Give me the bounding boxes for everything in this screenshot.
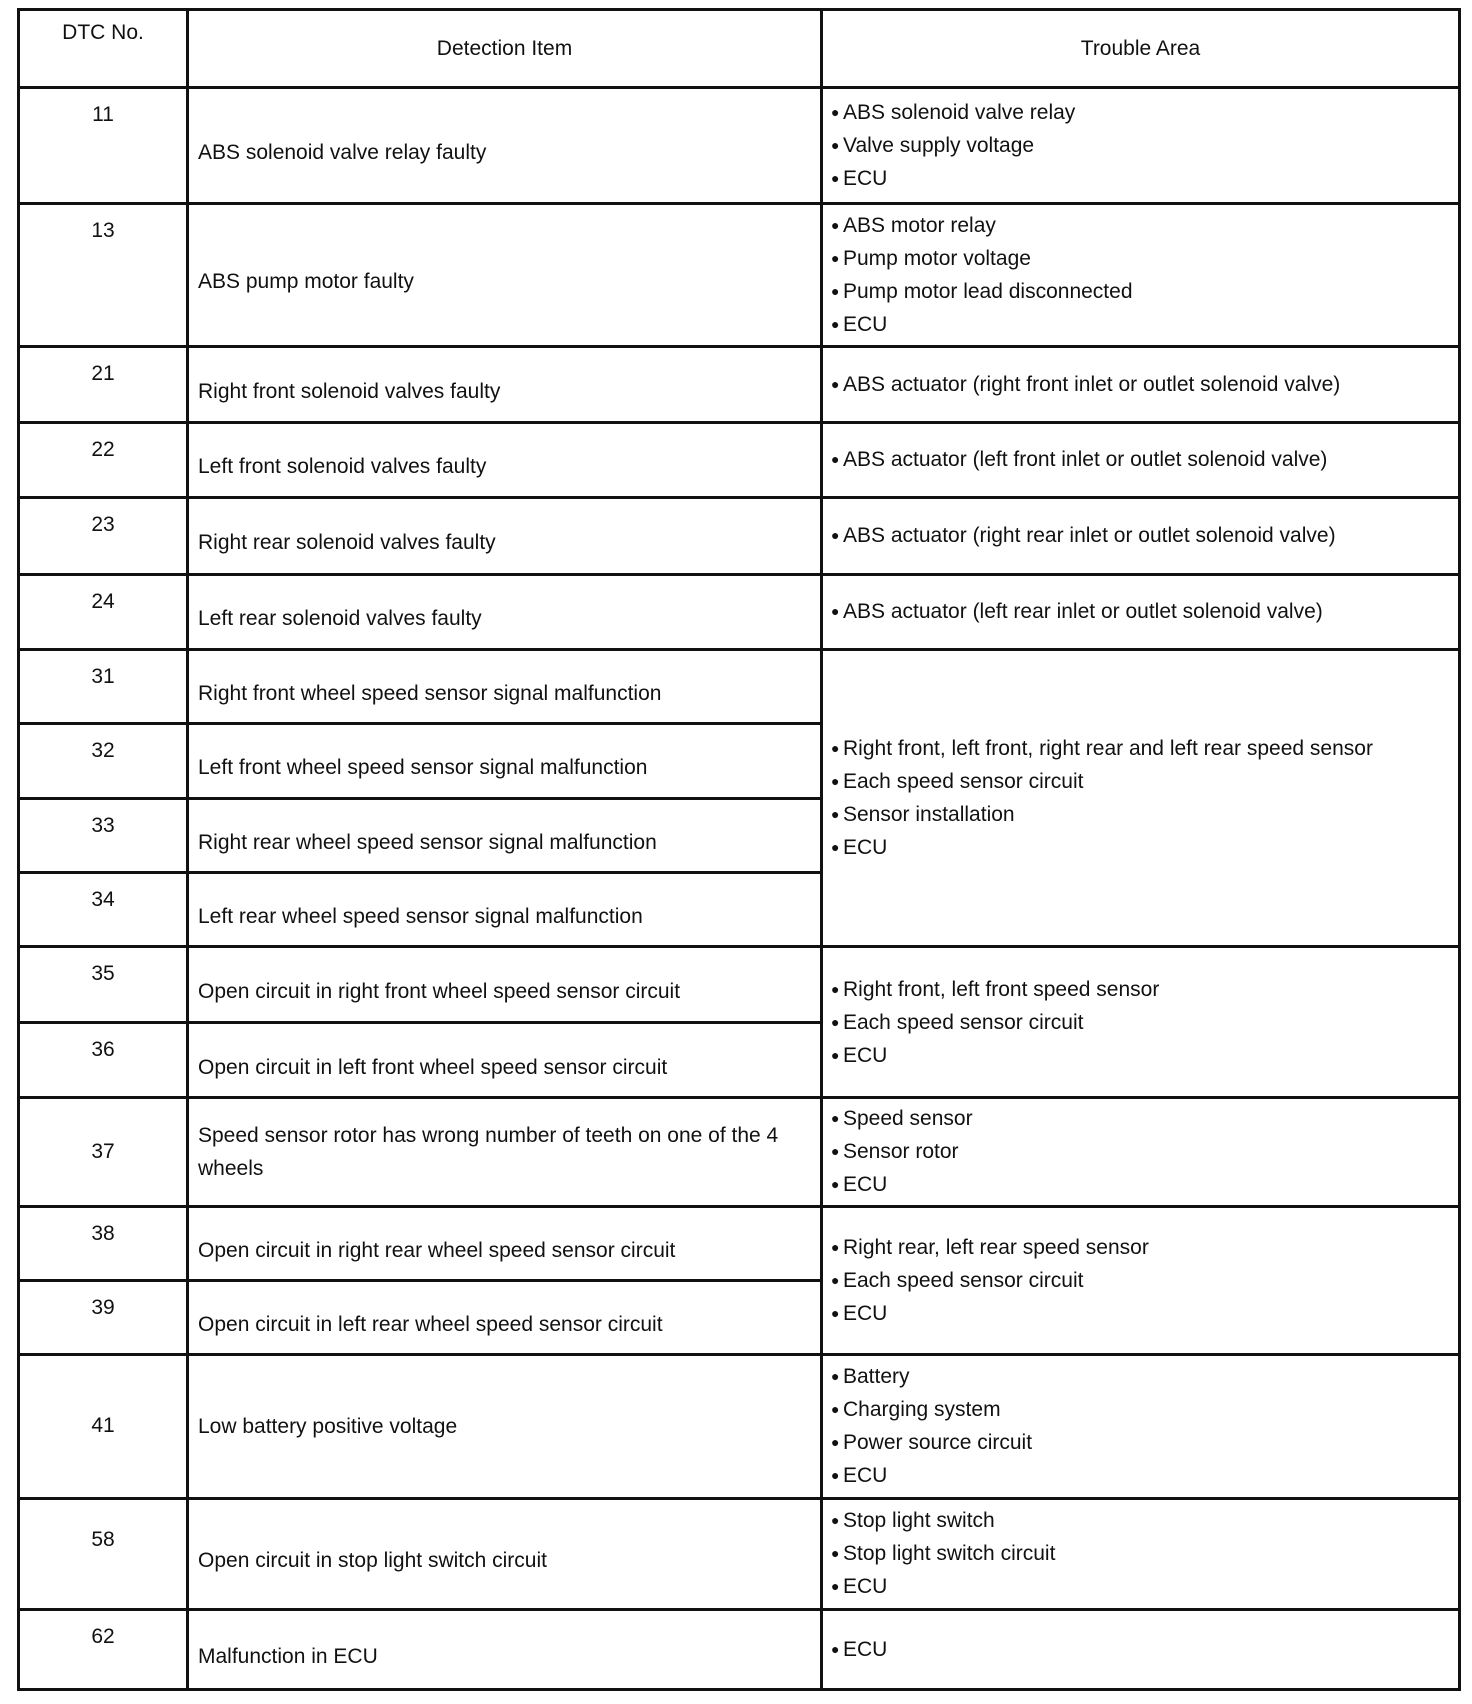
- trouble-item: ● ECU: [831, 1459, 1452, 1492]
- dtc-number: 11: [19, 88, 188, 204]
- bullet-icon: ●: [831, 839, 840, 856]
- trouble-item: ● ECU: [831, 1168, 1452, 1201]
- header-dtc-no: DTC No.: [19, 10, 188, 88]
- dtc-number: 36: [19, 1022, 188, 1097]
- bullet-icon: ●: [831, 1238, 840, 1255]
- table-row: [19, 1355, 1460, 1498]
- trouble-item: ● Stop light switch: [831, 1504, 1452, 1537]
- detection-item: Speed sensor rotor has wrong number of teeth on one of the 4 wheels: [188, 1098, 822, 1206]
- detection-item: ABS solenoid valve relay faulty: [188, 88, 822, 204]
- trouble-list: [831, 973, 1452, 1072]
- bullet-icon: ●: [831, 1013, 840, 1030]
- dtc-number: 37: [19, 1098, 188, 1206]
- bullet-icon: ●: [831, 136, 840, 153]
- dtc-number: 39: [19, 1280, 188, 1354]
- bullet-icon: ●: [831, 527, 840, 544]
- trouble-list: [831, 1360, 1452, 1492]
- trouble-item: ● ECU: [831, 1570, 1452, 1603]
- dtc-number: 31: [19, 649, 188, 723]
- trouble-area: [822, 649, 1460, 946]
- detection-item: Left rear solenoid valves faulty: [188, 574, 822, 649]
- trouble-item: ● Each speed sensor circuit: [831, 765, 1452, 798]
- bullet-icon: ●: [831, 1434, 840, 1451]
- table-row: [19, 1610, 1460, 1690]
- trouble-list: [831, 96, 1452, 195]
- dtc-number: 38: [19, 1206, 188, 1280]
- detection-item: Malfunction in ECU: [188, 1610, 822, 1690]
- bullet-icon: ●: [831, 773, 840, 790]
- trouble-item: ● Each speed sensor circuit: [831, 1006, 1452, 1039]
- trouble-item: ● ECU: [831, 1297, 1452, 1330]
- trouble-area: [822, 347, 1460, 422]
- trouble-item: ● Power source circuit: [831, 1426, 1452, 1459]
- table-row: [19, 422, 1460, 497]
- trouble-list: [831, 732, 1452, 864]
- bullet-icon: ●: [831, 980, 840, 997]
- trouble-area: [822, 422, 1460, 497]
- bullet-icon: ●: [831, 169, 840, 186]
- detection-item: Left front wheel speed sensor signal malfunction: [188, 724, 822, 798]
- trouble-list: [831, 443, 1452, 476]
- trouble-item: ● Sensor installation: [831, 798, 1452, 831]
- bullet-icon: ●: [831, 375, 840, 392]
- trouble-item: ● ABS solenoid valve relay: [831, 96, 1452, 129]
- trouble-area: [822, 1610, 1460, 1690]
- trouble-area: [822, 203, 1460, 346]
- trouble-list: [831, 209, 1452, 341]
- trouble-area: [822, 1355, 1460, 1498]
- trouble-item: ● ABS actuator (right front inlet or outlet solenoid valve): [831, 368, 1452, 401]
- bullet-icon: ●: [831, 1545, 840, 1562]
- table-row: [19, 1498, 1460, 1610]
- trouble-item: ● Sensor rotor: [831, 1135, 1452, 1168]
- trouble-item: ● Right front, left front, right rear and left rear speed sensor: [831, 732, 1452, 765]
- detection-item: ABS pump motor faulty: [188, 203, 822, 346]
- table-row: [19, 88, 1460, 204]
- trouble-item: ● ECU: [831, 1633, 1452, 1666]
- trouble-list: [831, 519, 1452, 552]
- detection-item: Right rear solenoid valves faulty: [188, 498, 822, 574]
- table-row: [19, 574, 1460, 649]
- trouble-item: ● ECU: [831, 308, 1452, 341]
- dtc-number: 24: [19, 574, 188, 649]
- dtc-table: [17, 8, 1461, 1691]
- dtc-number: 21: [19, 347, 188, 422]
- trouble-item: ● Pump motor voltage: [831, 242, 1452, 275]
- trouble-item: ● ECU: [831, 831, 1452, 864]
- trouble-list: [831, 1231, 1452, 1330]
- trouble-area: [822, 1498, 1460, 1610]
- trouble-item: ● ECU: [831, 1039, 1452, 1072]
- trouble-list: [831, 595, 1452, 628]
- bullet-icon: ●: [831, 282, 840, 299]
- bullet-icon: ●: [831, 1176, 840, 1193]
- trouble-item: ● Right front, left front speed sensor: [831, 973, 1452, 1006]
- trouble-item: ● ECU: [831, 162, 1452, 195]
- trouble-area: [822, 947, 1460, 1098]
- trouble-item: ● ABS actuator (left front inlet or outlet solenoid valve): [831, 443, 1452, 476]
- detection-item: Open circuit in right rear wheel speed sensor circuit: [188, 1206, 822, 1280]
- table-row: [19, 947, 1460, 1022]
- trouble-item: ● Speed sensor: [831, 1102, 1452, 1135]
- detection-item: Open circuit in stop light switch circuit: [188, 1498, 822, 1610]
- trouble-list: [831, 1633, 1452, 1666]
- trouble-list: [831, 368, 1452, 401]
- trouble-list: [831, 1102, 1452, 1201]
- bullet-icon: ●: [831, 1046, 840, 1063]
- bullet-icon: ●: [831, 1271, 840, 1288]
- table-row: [19, 203, 1460, 346]
- detection-item: Open circuit in left front wheel speed sensor circuit: [188, 1022, 822, 1097]
- trouble-item: ● Pump motor lead disconnected: [831, 275, 1452, 308]
- detection-item: Low battery positive voltage: [188, 1355, 822, 1498]
- trouble-item: ● Stop light switch circuit: [831, 1537, 1452, 1570]
- bullet-icon: ●: [831, 451, 840, 468]
- dtc-number: 41: [19, 1355, 188, 1498]
- bullet-icon: ●: [831, 216, 840, 233]
- dtc-number: 33: [19, 798, 188, 872]
- table-row: [19, 649, 1460, 723]
- table-row: [19, 1098, 1460, 1206]
- bullet-icon: ●: [831, 315, 840, 332]
- header-detection-item: Detection Item: [188, 10, 822, 88]
- trouble-area: [822, 88, 1460, 204]
- bullet-icon: ●: [831, 1143, 840, 1160]
- detection-item: Right front solenoid valves faulty: [188, 347, 822, 422]
- trouble-item: ● Battery: [831, 1360, 1452, 1393]
- trouble-item: ● ABS actuator (left rear inlet or outlet solenoid valve): [831, 595, 1452, 628]
- bullet-icon: ●: [831, 1512, 840, 1529]
- dtc-number: 35: [19, 947, 188, 1022]
- detection-item: Open circuit in left rear wheel speed sensor circuit: [188, 1280, 822, 1354]
- trouble-area: [822, 498, 1460, 574]
- detection-item: Right rear wheel speed sensor signal malfunction: [188, 798, 822, 872]
- header-trouble-area: Trouble Area: [822, 10, 1460, 88]
- bullet-icon: ●: [831, 1110, 840, 1127]
- trouble-list: [831, 1504, 1452, 1603]
- dtc-number: 22: [19, 422, 188, 497]
- table-row: [19, 1206, 1460, 1280]
- detection-item: Left front solenoid valves faulty: [188, 422, 822, 497]
- bullet-icon: ●: [831, 1401, 840, 1418]
- dtc-number: 62: [19, 1610, 188, 1690]
- bullet-icon: ●: [831, 1368, 840, 1385]
- trouble-item: ● ABS motor relay: [831, 209, 1452, 242]
- bullet-icon: ●: [831, 1467, 840, 1484]
- bullet-icon: ●: [831, 1304, 840, 1321]
- dtc-number: 58: [19, 1498, 188, 1610]
- trouble-area: [822, 1098, 1460, 1206]
- trouble-item: ● Charging system: [831, 1393, 1452, 1426]
- table-row: [19, 347, 1460, 422]
- bullet-icon: ●: [831, 806, 840, 823]
- bullet-icon: ●: [831, 249, 840, 266]
- dtc-number: 34: [19, 873, 188, 947]
- trouble-area: [822, 574, 1460, 649]
- bullet-icon: ●: [831, 103, 840, 120]
- dtc-number: 23: [19, 498, 188, 574]
- trouble-item: ● Each speed sensor circuit: [831, 1264, 1452, 1297]
- detection-item: Open circuit in right front wheel speed sensor circuit: [188, 947, 822, 1022]
- dtc-number: 32: [19, 724, 188, 798]
- trouble-item: ● ABS actuator (right rear inlet or outlet solenoid valve): [831, 519, 1452, 552]
- detection-item: Right front wheel speed sensor signal malfunction: [188, 649, 822, 723]
- bullet-icon: ●: [831, 1578, 840, 1595]
- trouble-item: ● Right rear, left rear speed sensor: [831, 1231, 1452, 1264]
- bullet-icon: ●: [831, 740, 840, 757]
- detection-item: Left rear wheel speed sensor signal malfunction: [188, 873, 822, 947]
- dtc-number: 13: [19, 203, 188, 346]
- table-row: [19, 498, 1460, 574]
- bullet-icon: ●: [831, 1641, 840, 1658]
- bullet-icon: ●: [831, 603, 840, 620]
- table-header-row: [19, 10, 1460, 88]
- trouble-area: [822, 1206, 1460, 1355]
- trouble-item: ● Valve supply voltage: [831, 129, 1452, 162]
